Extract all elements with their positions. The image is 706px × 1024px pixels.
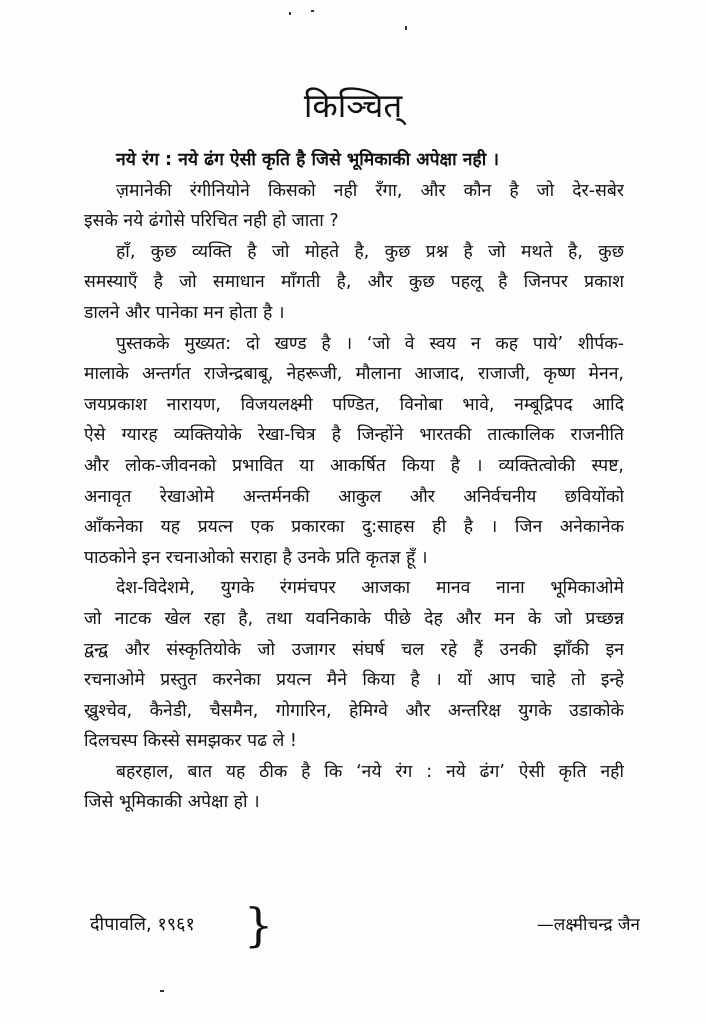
text-line: इसके नये ढंगोसे परिचित नही हो जाता ? (84, 211, 339, 232)
scan-speck (311, 10, 314, 12)
text-line: अनावृत रेखाओमे अन्तर्मनकी आकुल और अनिर्वचनीय छवियोंको (84, 486, 624, 507)
text-line: ऐसे ग्यारह व्यक्तियोके रेखा-चित्र है जिन्होंने भारतकी तात्कालिक राजनीति (84, 425, 624, 446)
text-line: जिसे भूमिकाकी अपेक्षा हो । (84, 792, 260, 813)
text-line: ख्रुश्चेव, कैनेडी, चैसमैन, गोगारिन, हेमिग्वे और अन्तरिक्ष युगके उडाकोके (84, 700, 624, 721)
signoff-date: दीपावलि, १९६१ (90, 914, 195, 935)
paragraph (84, 176, 624, 237)
text-line: मालाके अन्तर्गत राजेन्द्रबाबू, नेहरूजी, मौलाना आजाद, राजाजी, कृष्ण मेनन, (84, 364, 624, 385)
text-line: जो नाटक खेल रहा है, तथा यवनिकाके पीछे देह और मन के जो प्रच्छन्न (84, 608, 624, 629)
text-line: देश-विदेशमे, युगके रंगमंचपर आजका मानव नाना भूमिकाओमे (116, 578, 624, 599)
text-line: पुस्तकके मुख्यत: दो खण्ड है । ‘जो वे स्वय न कह पाये’ शीर्पक- (116, 333, 624, 354)
scan-speck (160, 990, 164, 992)
text-line: दिलचस्प किस्से समझकर पढ ले ! (84, 731, 297, 752)
paragraph (84, 573, 624, 757)
paragraph (84, 145, 624, 176)
text-line: समस्याएँ है जो समाधान माँगती है, और कुछ पहलू है जिनपर प्रकाश (84, 272, 624, 293)
text-line: द्वन्द्व और संस्कृतियोके जो उजागर संघर्ष चल रहे हैं उनकी झाँकी इन (84, 639, 624, 660)
scan-speck (289, 12, 291, 15)
text-line: नये रंग : नये ढंग ऐसी कृति है जिसे भूमिकाकी अपेक्षा नही । (116, 150, 499, 170)
author-signature: —लक्ष्मीचन्द्र जैन (536, 915, 640, 935)
text-line: आँकनेका यह प्रयत्न एक प्रकारका दु:साहस ही है । जिन अनेकानेक (84, 517, 624, 538)
text-line: जयप्रकाश नारायण, विजयलक्ष्मी पण्डित, विनोबा भावे, नम्बूद्रिपद आदि (84, 394, 624, 415)
text-line: और लोक-जीवनको प्रभावित या आकर्षित किया है । व्यक्तित्वोकी स्पष्ट, (84, 455, 624, 476)
paragraph (84, 237, 624, 329)
paragraph (84, 329, 624, 574)
page-title: किञ्चित् (303, 86, 403, 125)
text-line: डालने और पानेका मन होता है । (84, 302, 285, 323)
text-line: हाँ, कुछ व्यक्ति है जो मोहते है, कुछ प्रश्न है जो मथते है, कुछ (116, 241, 624, 262)
text-line: बहरहाल, बात यह ठीक है कि ‘नये रंग : नये ढंग’ ऐसी कृति नही (116, 761, 624, 782)
scan-speck (405, 26, 407, 30)
text-line: रचनाओमे प्रस्तुत करनेका प्रयत्न मैने किया है । यों आप चाहे तो इन्हे (84, 670, 624, 691)
paragraph (84, 757, 624, 818)
preface-body (84, 145, 624, 818)
brace-symbol: } (244, 898, 274, 952)
text-line: ज़मानेकी रंगीनियोने किसको नही रँगा, और कौन है जो देर-सबेर (116, 180, 624, 201)
signoff (0, 900, 706, 950)
text-line: पाठकोने इन रचनाओको सराहा है उनके प्रति कृतज्ञ हूँ । (84, 547, 428, 568)
